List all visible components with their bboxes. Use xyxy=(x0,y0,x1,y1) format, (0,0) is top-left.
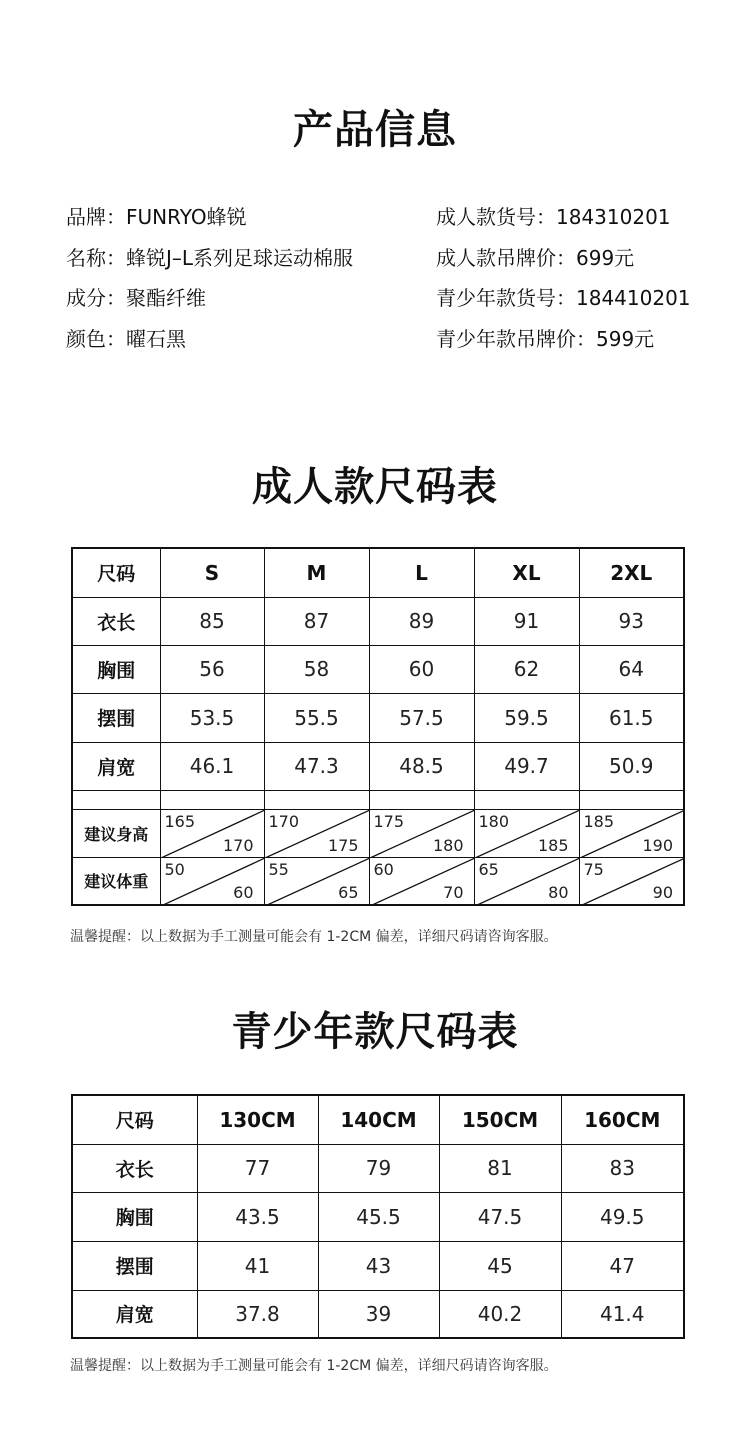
table-cell: 60 xyxy=(369,645,474,693)
product-info-left xyxy=(66,205,353,367)
table-cell: 48.5 xyxy=(369,742,474,790)
adult-price-row xyxy=(436,246,691,287)
table-cell: 47 xyxy=(561,1241,684,1290)
table-cell: 41 xyxy=(197,1241,318,1290)
info-label: 颜色： xyxy=(66,326,126,351)
range-min: 50 xyxy=(164,859,185,879)
table-cell: 53.5 xyxy=(160,693,264,742)
range-cell xyxy=(369,809,474,857)
empty-cell xyxy=(160,790,264,809)
range-cell xyxy=(579,809,684,857)
info-label: 名称： xyxy=(66,245,126,270)
table-cell: 81 xyxy=(439,1144,561,1192)
adult-measurement-note: 温馨提醒：以上数据为手工测量可能会有 1-2CM 偏差，详细尺码请咨询客服。 xyxy=(70,929,558,945)
adult-size-chart-title: 成人款尺码表 xyxy=(252,464,498,510)
range-min: 65 xyxy=(478,859,499,879)
brand-row xyxy=(66,205,353,246)
info-value: 蜂锐J–L系列足球运动棉服 xyxy=(126,245,354,270)
range-cell xyxy=(474,809,579,857)
row-label: 摆围 xyxy=(72,1241,197,1290)
table-cell: 87 xyxy=(264,597,369,645)
info-label: 青少年款货号： xyxy=(436,286,576,310)
header-cell: 150CM xyxy=(439,1095,561,1144)
color-row xyxy=(66,327,353,368)
info-value: 聚酯纤维 xyxy=(126,286,206,310)
table-cell: 56 xyxy=(160,645,264,693)
table-cell: 47.3 xyxy=(264,742,369,790)
empty-cell xyxy=(72,790,160,809)
table-cell: 43.5 xyxy=(197,1192,318,1241)
table-row xyxy=(72,1241,684,1290)
table-cell: 61.5 xyxy=(579,693,684,742)
table-row xyxy=(72,693,684,742)
info-value: 184310201 xyxy=(556,205,671,229)
header-cell: 130CM xyxy=(197,1095,318,1144)
adult-size-table xyxy=(71,547,685,906)
row-label: 肩宽 xyxy=(72,742,160,790)
info-value: 184410201 xyxy=(576,286,691,310)
table-cell: 59.5 xyxy=(474,693,579,742)
table-cell: 58 xyxy=(264,645,369,693)
info-value: 599元 xyxy=(596,326,655,351)
info-label: 成分： xyxy=(66,286,126,310)
range-min: 175 xyxy=(373,811,405,831)
range-cell xyxy=(579,857,684,905)
table-cell: 85 xyxy=(160,597,264,645)
header-cell: 尺码 xyxy=(72,548,160,597)
suggested-height-row xyxy=(72,809,684,857)
table-cell: 45 xyxy=(439,1241,561,1290)
range-min: 75 xyxy=(583,859,604,879)
range-max: 80 xyxy=(548,883,569,902)
table-cell: 50.9 xyxy=(579,742,684,790)
range-max: 70 xyxy=(443,883,464,902)
spacer-row xyxy=(72,790,684,809)
table-cell: 40.2 xyxy=(439,1290,561,1338)
table-row xyxy=(72,1192,684,1241)
adult-sku-row xyxy=(436,205,691,246)
range-min: 170 xyxy=(268,811,300,831)
table-header-row xyxy=(72,548,684,597)
range-cell xyxy=(369,857,474,905)
empty-cell xyxy=(369,790,474,809)
header-cell: M xyxy=(264,548,369,597)
range-max: 60 xyxy=(233,883,254,902)
table-row xyxy=(72,1144,684,1192)
header-cell: 160CM xyxy=(561,1095,684,1144)
table-row xyxy=(72,1290,684,1338)
table-cell: 39 xyxy=(318,1290,439,1338)
table-cell: 46.1 xyxy=(160,742,264,790)
table-cell: 37.8 xyxy=(197,1290,318,1338)
youth-sku-row xyxy=(436,286,691,327)
table-cell: 49.5 xyxy=(561,1192,684,1241)
range-min: 55 xyxy=(268,859,289,879)
table-cell: 55.5 xyxy=(264,693,369,742)
empty-cell xyxy=(579,790,684,809)
table-cell: 43 xyxy=(318,1241,439,1290)
header-cell: L xyxy=(369,548,474,597)
range-min: 180 xyxy=(478,811,510,831)
table-row xyxy=(72,645,684,693)
table-row xyxy=(72,597,684,645)
info-value: 曜石黑 xyxy=(126,326,186,351)
table-cell: 57.5 xyxy=(369,693,474,742)
range-min: 165 xyxy=(164,811,196,831)
table-cell: 47.5 xyxy=(439,1192,561,1241)
range-max: 190 xyxy=(642,835,673,855)
material-row xyxy=(66,286,353,327)
table-cell: 45.5 xyxy=(318,1192,439,1241)
youth-size-chart-title: 青少年款尺码表 xyxy=(231,1009,519,1055)
row-label: 衣长 xyxy=(72,597,160,645)
suggested-weight-row xyxy=(72,857,684,905)
range-min: 60 xyxy=(373,859,394,879)
info-label: 品牌： xyxy=(66,205,126,229)
row-label: 建议体重 xyxy=(72,857,160,905)
info-label: 青少年款吊牌价： xyxy=(436,326,596,351)
header-cell: 140CM xyxy=(318,1095,439,1144)
range-cell xyxy=(264,857,369,905)
range-cell xyxy=(160,809,264,857)
info-value: FUNRYO蜂锐 xyxy=(126,205,247,229)
range-min: 185 xyxy=(583,811,615,831)
range-max: 65 xyxy=(338,883,359,902)
row-label: 胸围 xyxy=(72,1192,197,1241)
range-max: 185 xyxy=(537,835,569,855)
info-label: 成人款吊牌价： xyxy=(436,245,576,270)
table-cell: 93 xyxy=(579,597,684,645)
table-cell: 41.4 xyxy=(561,1290,684,1338)
header-cell: 尺码 xyxy=(72,1095,197,1144)
range-max: 180 xyxy=(432,835,464,855)
header-cell: 2XL xyxy=(579,548,684,597)
table-cell: 91 xyxy=(474,597,579,645)
row-label: 摆围 xyxy=(72,693,160,742)
table-cell: 79 xyxy=(318,1144,439,1192)
table-cell: 77 xyxy=(197,1144,318,1192)
header-cell: S xyxy=(160,548,264,597)
row-label: 胸围 xyxy=(72,645,160,693)
row-label: 建议身高 xyxy=(72,809,160,857)
table-cell: 62 xyxy=(474,645,579,693)
row-label: 衣长 xyxy=(72,1144,197,1192)
youth-size-table xyxy=(71,1094,685,1339)
table-cell: 89 xyxy=(369,597,474,645)
product-info-right xyxy=(436,205,691,367)
empty-cell xyxy=(474,790,579,809)
table-row xyxy=(72,742,684,790)
table-cell: 83 xyxy=(561,1144,684,1192)
range-cell xyxy=(160,857,264,905)
youth-price-row xyxy=(436,327,691,368)
range-cell xyxy=(474,857,579,905)
name-row xyxy=(66,246,353,287)
range-max: 90 xyxy=(652,883,673,902)
range-cell xyxy=(264,809,369,857)
range-max: 175 xyxy=(327,835,359,855)
header-cell: XL xyxy=(474,548,579,597)
empty-cell xyxy=(264,790,369,809)
product-info-title: 产品信息 xyxy=(293,107,457,153)
table-cell: 64 xyxy=(579,645,684,693)
row-label: 肩宽 xyxy=(72,1290,197,1338)
range-max: 170 xyxy=(222,835,254,855)
info-label: 成人款货号： xyxy=(436,205,556,229)
table-cell: 49.7 xyxy=(474,742,579,790)
info-value: 699元 xyxy=(576,245,635,270)
table-header-row xyxy=(72,1095,684,1144)
youth-measurement-note: 温馨提醒：以上数据为手工测量可能会有 1-2CM 偏差，详细尺码请咨询客服。 xyxy=(70,1358,558,1374)
